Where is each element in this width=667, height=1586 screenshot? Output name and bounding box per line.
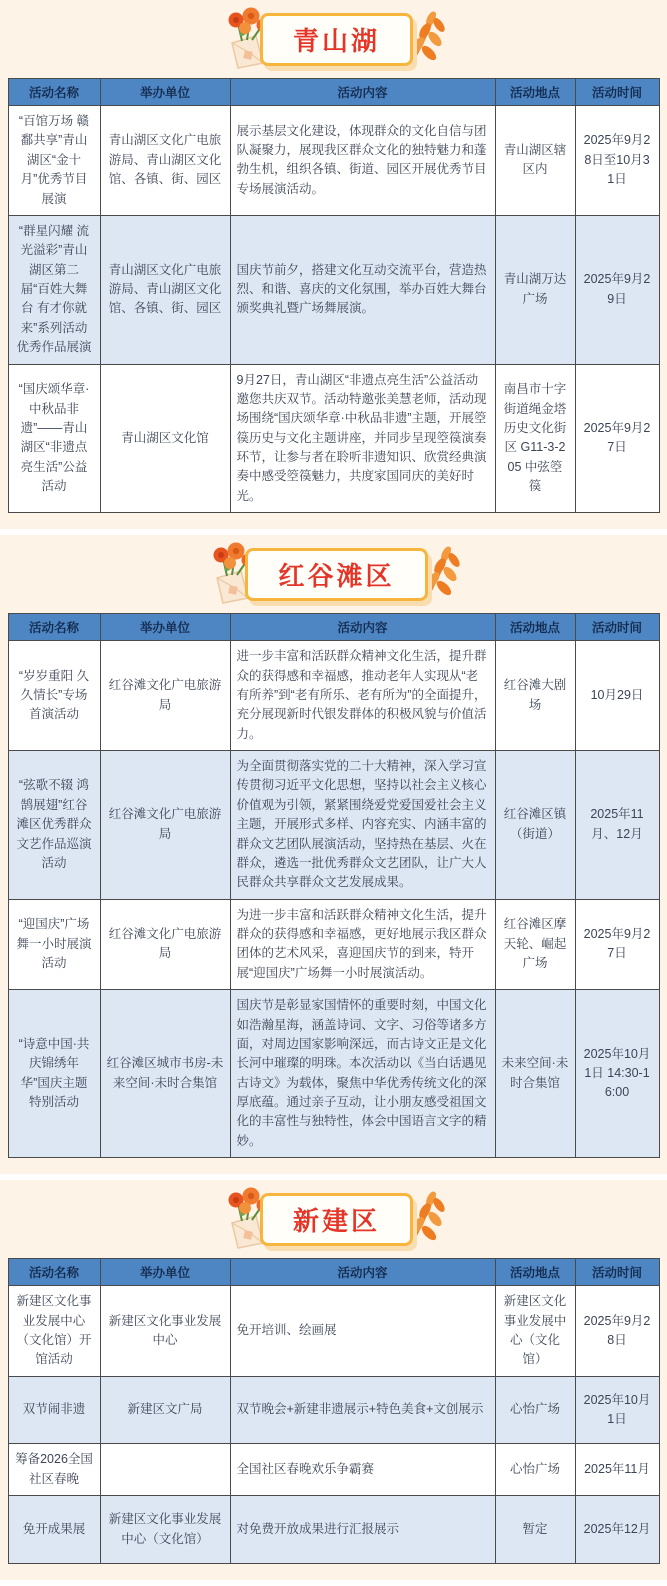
section-title: 青山湖 [292,25,380,56]
col-header-place: 活动地点 [495,79,575,106]
section-title: 红谷滩区 [278,560,395,591]
section-xinjian [0,1180,667,1580]
cell-content: 国庆节是彰显家国情怀的重要时刻，中国文化如浩瀚星海，涵盖诗词、文字、习俗等诸多方面，对周边国家影响深远，而古诗文正是文化长河中璀璨的明珠。本次活动以《当白话遇见古诗文》为载体，聚焦中华优秀传统文化的深厚底蕴。通过亲子互动，让小朋友感受祖国文化的丰富性与独特性，体会中国语言文字的精妙。 [230,990,495,1158]
cell-organizer [100,1444,230,1496]
cell-activity-name: “群星闪耀 流光溢彩”青山湖区第二届“百姓大舞台 有才你就来”系列活动优秀作品展演 [8,215,100,364]
table-row [8,1286,659,1377]
section-honggutan [0,535,667,1174]
cell-organizer: 新建区文化事业发展中心 [100,1286,230,1377]
cell-place: 红谷滩区镇（街道） [495,751,575,900]
table-row [8,751,659,900]
table-row [8,899,659,990]
cell-activity-name: 双节闹非遗 [8,1376,100,1444]
cell-place: 心怡广场 [495,1444,575,1496]
section-title-badge [260,13,413,66]
cell-activity-name: 免开成果展 [8,1496,100,1564]
col-header-place: 活动地点 [495,614,575,641]
col-header-activity-name: 活动名称 [8,79,100,106]
cell-time: 2025年10月1日 14:30-16:00 [575,990,659,1158]
section-header-honggutan [0,541,667,607]
col-header-content: 活动内容 [230,79,495,106]
cell-content: 双节晚会+新建非遗展示+特色美食+文创展示 [230,1376,495,1444]
section-title: 新建区 [292,1205,380,1236]
col-header-activity-name: 活动名称 [8,1259,100,1286]
cell-activity-name: “弦歌不辍 鸿鹄展翅”红谷滩区优秀群众文艺作品巡演活动 [8,751,100,900]
cell-activity-name: 筹备2026全国社区春晚 [8,1444,100,1496]
col-header-organizer: 举办单位 [100,79,230,106]
cell-time: 10月29日 [575,641,659,751]
section-title-badge [260,1193,413,1246]
cell-place: 红谷滩区摩天轮、崛起广场 [495,899,575,990]
cell-time: 2025年11月、12月 [575,751,659,900]
table-header-row [8,1259,659,1286]
col-header-time: 活动时间 [575,79,659,106]
table-row [8,364,659,513]
table-header-row [8,79,659,106]
col-header-time: 活动时间 [575,1259,659,1286]
cell-time: 2025年9月27日 [575,899,659,990]
cell-place: 心怡广场 [495,1376,575,1444]
cell-place: 红谷滩大剧场 [495,641,575,751]
activities-table-honggutan [8,613,660,1158]
cell-content: 全国社区春晚欢乐争霸赛 [230,1444,495,1496]
cell-place: 南昌市十字街道绳金塔历史文化街区 G11-3-205 中弦箜篌 [495,364,575,513]
cell-organizer: 青山湖区文化广电旅游局、青山湖区文化馆、各镇、街、园区 [100,106,230,216]
cell-content: 免开培训、绘画展 [230,1286,495,1377]
cell-place: 新建区文化事业发展中心（文化馆） [495,1286,575,1377]
cell-content: 9月27日，青山湖区“非遗点亮生活”公益活动邀您共庆双节。活动特邀张美慧老师，活动现场围绕“国庆颂华章·中秋品非遗”主题，开展箜篌历史与文化主题讲座，并同步呈现箜篌演奏环节，让参与者在聆听非遗知识、欣赏经典演奏中感受箜篌魅力，共度家国同庆的美好时光。 [230,364,495,513]
table-row [8,641,659,751]
cell-time: 2025年10月1日 [575,1376,659,1444]
cell-organizer: 红谷滩文化广电旅游局 [100,641,230,751]
cell-activity-name: “迎国庆”广场舞一小时展演活动 [8,899,100,990]
table-row [8,1444,659,1496]
table-row [8,990,659,1158]
cell-time: 2025年9月27日 [575,364,659,513]
cell-activity-name: “百馆万场 赣鄱共享”青山湖区“金十月”优秀节目展演 [8,106,100,216]
cell-time: 2025年9月28日至10月31日 [575,106,659,216]
cell-place: 暂定 [495,1496,575,1564]
col-header-activity-name: 活动名称 [8,614,100,641]
activities-table-xinjian [8,1258,660,1564]
activities-table-qingshanhu [8,78,660,513]
section-header-xinjian [0,1186,667,1252]
cell-content: 为进一步丰富和活跃群众精神文化生活，提升群众的获得感和幸福感，更好地展示我区群众团体的艺术风采，喜迎国庆节的到来，特开展“迎国庆”广场舞一小时展演活动。 [230,899,495,990]
col-header-place: 活动地点 [495,1259,575,1286]
cell-activity-name: 新建区文化事业发展中心（文化馆）开馆活动 [8,1286,100,1377]
table-row [8,1496,659,1564]
cell-organizer: 红谷滩文化广电旅游局 [100,751,230,900]
col-header-time: 活动时间 [575,614,659,641]
cell-organizer: 新建区文化事业发展中心（文化馆） [100,1496,230,1564]
cell-place: 青山湖万达广场 [495,215,575,364]
cell-content: 展示基层文化建设，体现群众的文化自信与团队凝聚力，展现我区群众文化的独特魅力和蓬勃生机，组织各镇、街道、园区开展优秀节目专场展演活动。 [230,106,495,216]
cell-place: 青山湖区辖区内 [495,106,575,216]
cell-content: 为全面贯彻落实党的二十大精神，深入学习宣传贯彻习近平文化思想，坚持以社会主义核心价值观为引领，紧紧围绕爱党爱国爱社会主义主题，开展形式多样、内容充实、内涵丰富的群众文艺团队展演活动，坚持热在基层、火在群众，遴选一批优秀群众文艺团队，让广大人民群众共享群众文艺发展成果。 [230,751,495,900]
section-header-qingshanhu [0,6,667,72]
cell-organizer: 红谷滩区城市书房-未来空间·未时合集馆 [100,990,230,1158]
table-header-row [8,614,659,641]
table-row [8,215,659,364]
cell-content: 国庆节前夕，搭建文化互动交流平台，营造热烈、和谐、喜庆的文化氛围，举办百姓大舞台颁奖典礼暨广场舞展演。 [230,215,495,364]
cell-content: 对免费开放成果进行汇报展示 [230,1496,495,1564]
col-header-organizer: 举办单位 [100,1259,230,1286]
cell-time: 2025年11月 [575,1444,659,1496]
cell-time: 2025年12月 [575,1496,659,1564]
col-header-content: 活动内容 [230,614,495,641]
table-row [8,1376,659,1444]
section-title-badge [245,548,427,601]
cell-time: 2025年9月29日 [575,215,659,364]
cell-organizer: 青山湖区文化广电旅游局、青山湖区文化馆、各镇、街、园区 [100,215,230,364]
col-header-organizer: 举办单位 [100,614,230,641]
cell-activity-name: “国庆颂华章·中秋品非遗”——青山湖区“非遗点亮生活”公益活动 [8,364,100,513]
cell-organizer: 红谷滩文化广电旅游局 [100,899,230,990]
cell-place: 未来空间·未时合集馆 [495,990,575,1158]
cell-organizer: 新建区文广局 [100,1376,230,1444]
section-qingshanhu [0,0,667,529]
cell-activity-name: “岁岁重阳 久久情长”专场首演活动 [8,641,100,751]
col-header-content: 活动内容 [230,1259,495,1286]
cell-content: 进一步丰富和活跃群众精神文化生活，提升群众的获得感和幸福感，推动老年人实现从“老有所养”到“老有所乐、老有所为”的全面提升，充分展现新时代银发群体的积极风貌与价值活力。 [230,641,495,751]
cell-activity-name: “诗意中国·共庆锦绣年华”国庆主题特别活动 [8,990,100,1158]
cell-organizer: 青山湖区文化馆 [100,364,230,513]
cell-time: 2025年9月28日 [575,1286,659,1377]
table-row [8,106,659,216]
